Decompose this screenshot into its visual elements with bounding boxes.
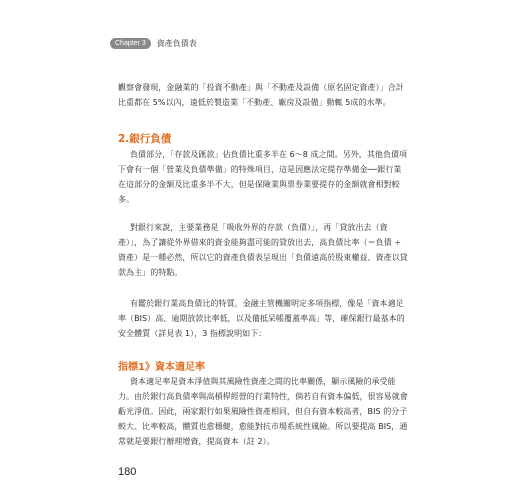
subsection-heading: 指標1》資本適足率 (118, 362, 205, 373)
chapter-title: 資產負債表 (156, 39, 197, 48)
paragraph-4: 有鑑於銀行業高負債比的特質，金融主管機關明定多項指標，像是「資本適足率（BIS）高、逾期放款比率低，以及備抵呆帳覆蓋率高」等，確保銀行最基本的安全體質（詳見表 1），3 指標說明如下： (118, 299, 405, 338)
paragraph-5: 資本適足率是資本淨值與其風險性資產之間的比率關係，顯示風險的承受能力。由於銀行高負債率與高槓桿經營的行業特性，倘若自有資本偏低，很容易就會虧光淨值。因此，兩家銀行如果風險性資產相同，但自有資本較高者，BIS 的分子較大、比率較高，體質也愈穩健，愈能對抗市場系統性風險。所以要提高 BIS，通常就是要銀行辦理增資，提高資本（註 2）。 (118, 377, 408, 446)
running-header (110, 38, 197, 49)
section-heading: 2.銀行負債 (118, 133, 172, 145)
paragraph-2: 負債部分，「存款及匯款」佔負債比重多半在 6～8 成之間。另外，其他負債項下會有一個「營業及負債準備」的特殊項目，這是因應法定提存準備金──銀行業在這部分的金額及比重多半不大，但是保險業與票券業要提存的金額就會相對較多。 (118, 150, 408, 204)
paragraph-3: 對銀行來說，主要業務是「吸收外界的存款（負債）」，再「貸放出去（資產）」，為了讓從外界借來的資金能夠盡可能的貸放出去，高負債比率（＝負債 ÷ 資產）是一種必然，所以它的資產負債表呈現出「負債遠高於股東權益、資產以貸款為主」的特點。 (118, 223, 408, 277)
paragraph-1: 觀察會發現，金融業的「投資不動產」與「不動產及設備（原名固定資產）」合計比重都在 5%以內，遠低於製造業「不動產、廠房及設備」動輒 5成的水準。 (118, 83, 404, 107)
chapter-label: Chapter 3 (110, 38, 151, 49)
page-number: 180 (118, 466, 137, 478)
